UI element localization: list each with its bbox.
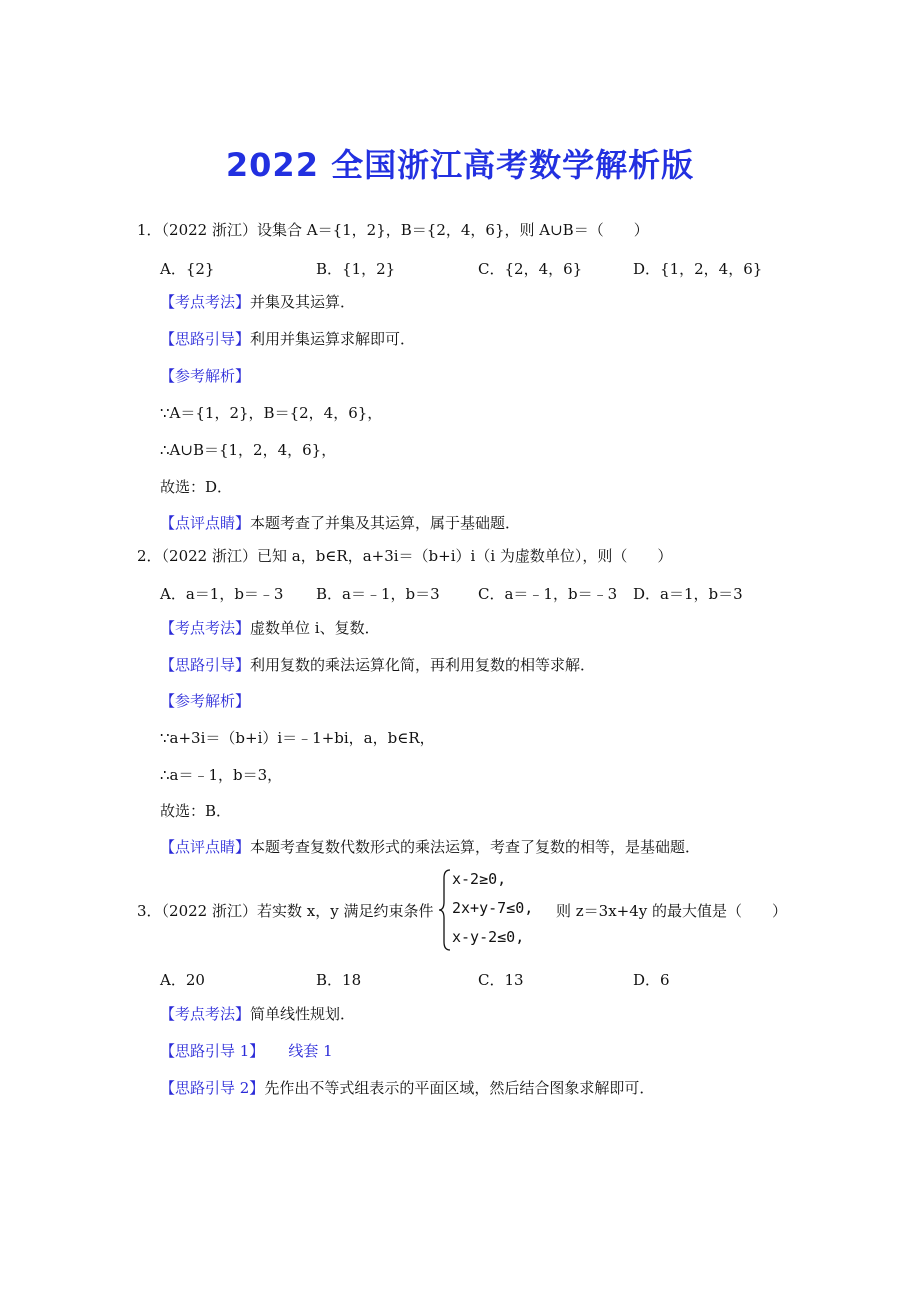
q1-idea-text: 利用并集运算求解即可． xyxy=(250,330,416,348)
method-tag: 【考点考法】 xyxy=(160,619,251,637)
q3-option-c: C．13 xyxy=(478,971,524,989)
q3-idea2-text: 先作出不等式组表示的平面区域，然后结合图象求解即可． xyxy=(264,1079,655,1097)
q3-option-a: A．20 xyxy=(160,971,205,989)
idea-tag: 【思路引导】 xyxy=(160,330,251,348)
q3-option-b: B．18 xyxy=(316,971,362,989)
q3-stem-pre: 3．（2022 浙江）若实数 x，y 满足约束条件 xyxy=(137,902,434,920)
q3-option-d: D．6 xyxy=(633,971,670,989)
q3-condition-3: x-y-2≤0, xyxy=(452,928,525,946)
q2-answer-tag-row xyxy=(160,691,250,711)
q3-stem-post: 则 z＝3x+4y 的最大值是（ ） xyxy=(556,902,788,920)
q1-comment-row xyxy=(160,513,520,533)
q2-solution-line-2: ∴a＝﹣1，b＝3， xyxy=(160,766,283,784)
comment-tag: 【点评点睛】 xyxy=(160,838,251,856)
q3-idea1-text: 线套 1 xyxy=(288,1042,333,1060)
q3-condition-1: x-2≥0, xyxy=(452,870,507,888)
q2-stem: 2．（2022 浙江）已知 a，b∈R，a+3i＝（b+i）i（i 为虚数单位），则（ ） xyxy=(137,547,673,565)
q1-idea-row xyxy=(160,329,415,349)
q1-option-c: C．{2，4，6} xyxy=(478,260,583,278)
q1-solution-line-1: ∵A＝{1，2}，B＝{2，4，6}， xyxy=(160,404,383,422)
method-tag: 【考点考法】 xyxy=(160,1005,251,1023)
q2-option-a: A．a＝1，b＝﹣3 xyxy=(160,585,284,603)
q3-method-text: 简单线性规划． xyxy=(250,1005,356,1023)
q2-choice: 故选：B． xyxy=(160,802,232,820)
q1-choice: 故选：D． xyxy=(160,478,233,496)
q2-solution-line-1: ∵a+3i＝（b+i）i＝﹣1+bi，a，b∈R， xyxy=(160,729,435,747)
idea-tag: 【思路引导】 xyxy=(160,656,251,674)
q2-method-row xyxy=(160,618,380,638)
q2-comment-text: 本题考查复数代数形式的乘法运算，考查了复数的相等，是基础题． xyxy=(250,838,701,856)
q2-method-text: 虚数单位 i、复数． xyxy=(250,619,380,637)
q2-idea-text: 利用复数的乘法运算化简，再利用复数的相等求解． xyxy=(250,656,596,674)
q2-option-c: C．a＝﹣1，b＝﹣3 xyxy=(478,585,618,603)
q2-idea-row xyxy=(160,655,595,675)
q1-answer-tag-row xyxy=(160,366,250,386)
idea1-tag: 【思路引导 1】 xyxy=(160,1042,265,1060)
q1-method-row xyxy=(160,292,355,312)
method-tag: 【考点考法】 xyxy=(160,293,251,311)
q2-option-d: D．a＝1，b＝3 xyxy=(633,585,743,603)
q1-option-b: B．{1，2} xyxy=(316,260,396,278)
q3-condition-2: 2x+y-7≤0, xyxy=(452,899,534,917)
q1-method-text: 并集及其运算． xyxy=(250,293,356,311)
answer-tag: 【参考解析】 xyxy=(160,692,251,710)
q2-comment-row xyxy=(160,837,700,857)
q3-idea1-row xyxy=(160,1041,333,1061)
q2-option-b: B．a＝﹣1，b＝3 xyxy=(316,585,440,603)
q1-option-d: D．{1，2，4，6} xyxy=(633,260,763,278)
q3-idea2-row xyxy=(160,1078,654,1098)
comment-tag: 【点评点睛】 xyxy=(160,514,251,532)
q1-comment-text: 本题考查了并集及其运算，属于基础题． xyxy=(250,514,521,532)
left-brace-icon xyxy=(438,868,452,952)
answer-tag: 【参考解析】 xyxy=(160,367,251,385)
q1-stem: 1．（2022 浙江）设集合 A＝{1，2}，B＝{2，4，6}，则 A∪B＝（ ） xyxy=(137,221,649,239)
q1-solution-line-2: ∴A∪B＝{1，2，4，6}， xyxy=(160,441,337,459)
idea2-tag: 【思路引导 2】 xyxy=(160,1079,265,1097)
q3-constraint-system xyxy=(438,868,558,952)
page-title: 2022 全国浙江高考数学解析版 xyxy=(225,146,695,184)
q3-method-row xyxy=(160,1004,355,1024)
q1-option-a: A．{2} xyxy=(160,260,215,278)
